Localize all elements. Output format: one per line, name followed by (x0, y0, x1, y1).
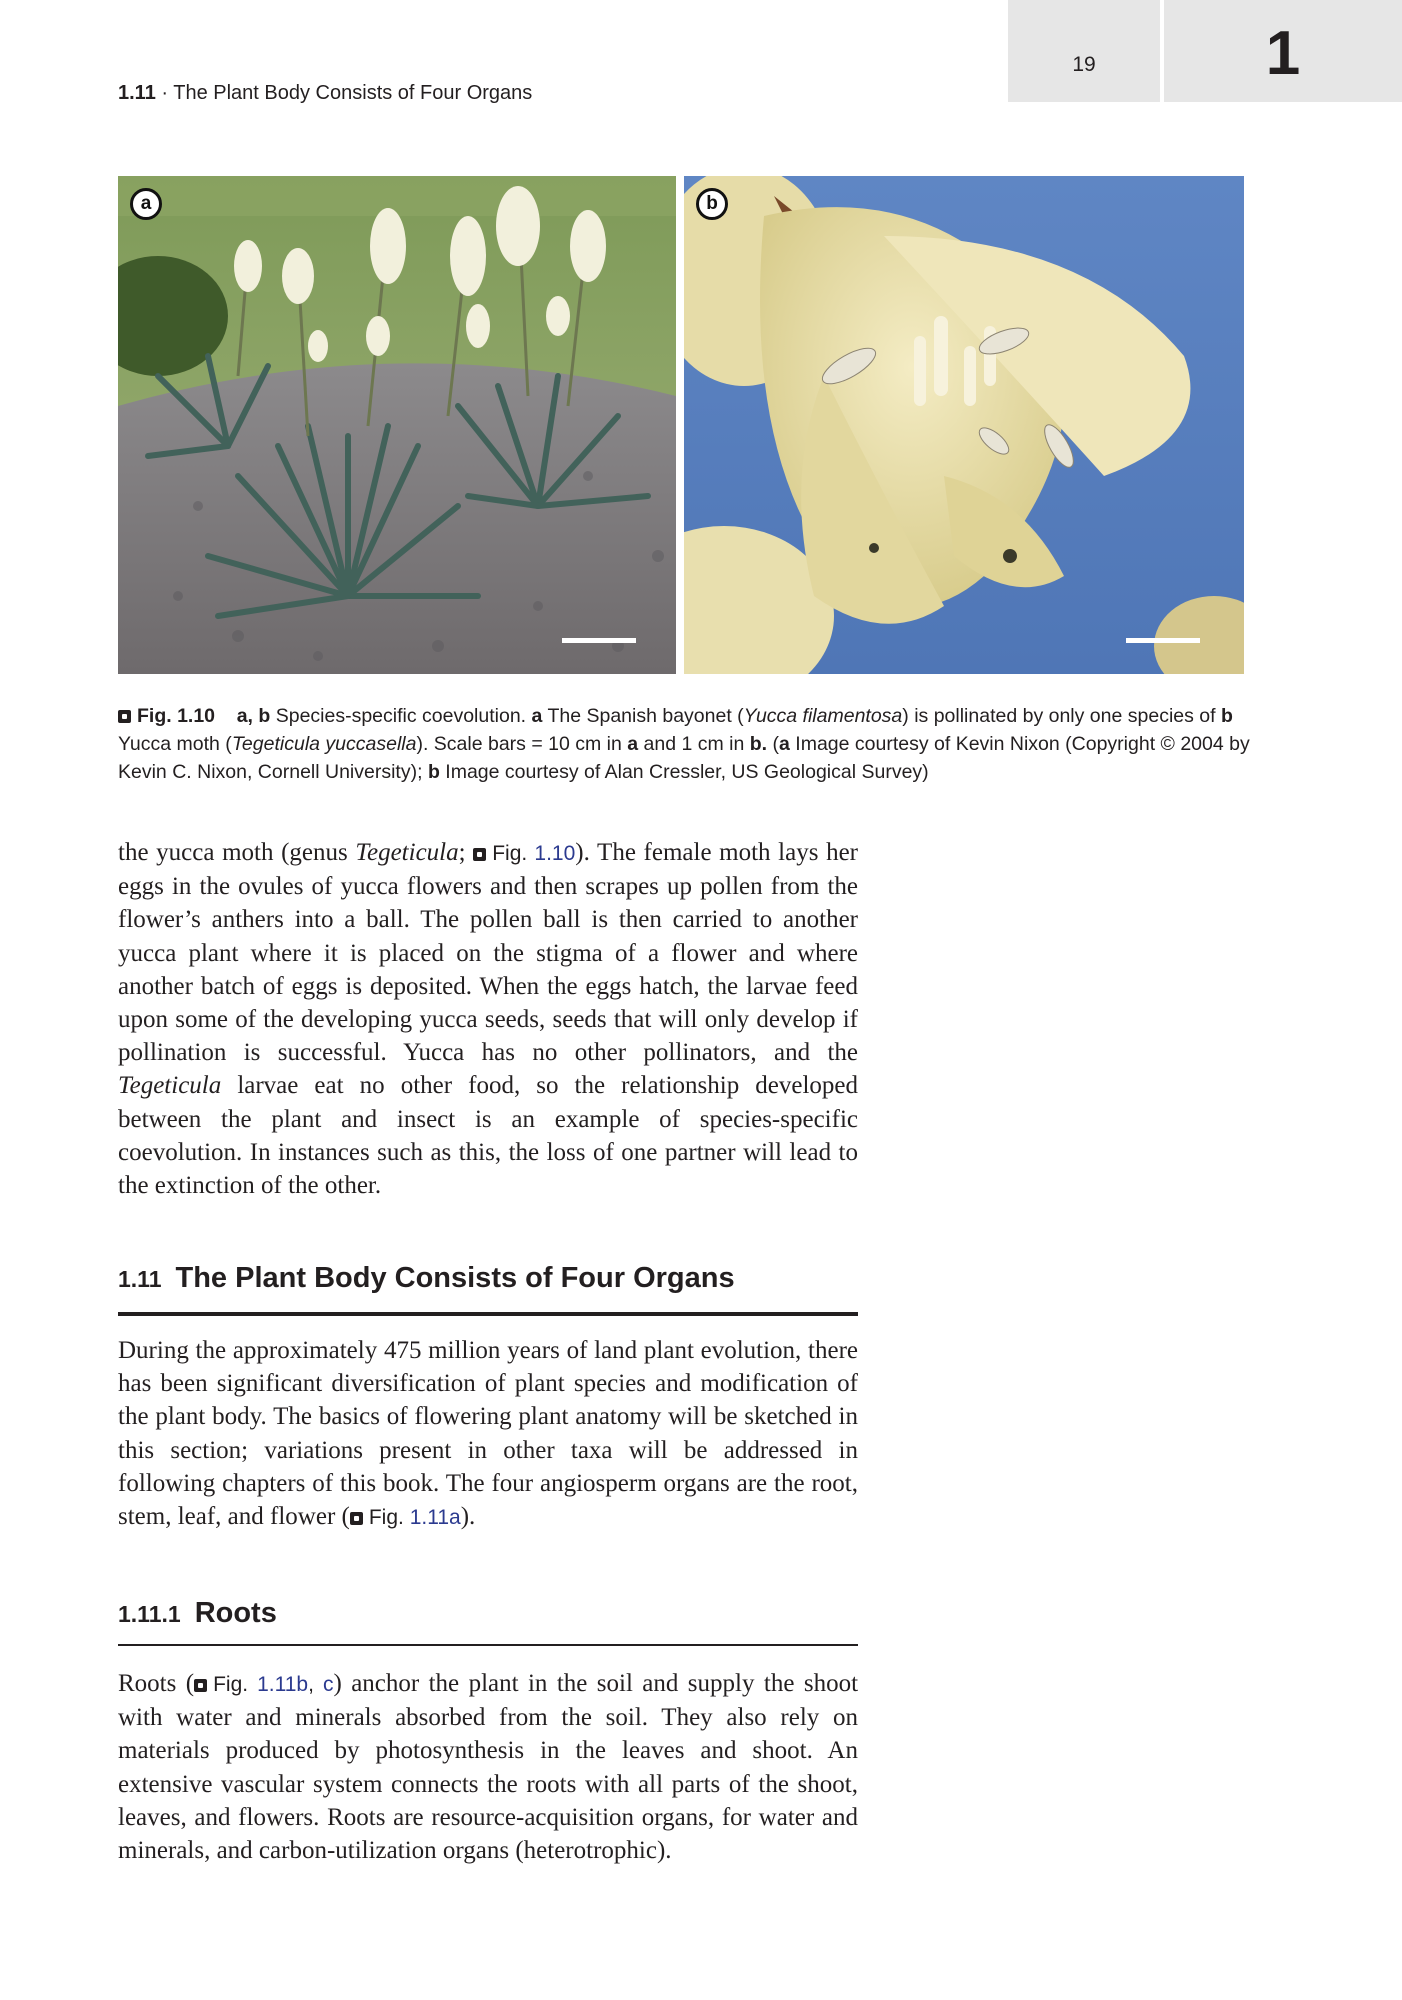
section-number: 1.11 (118, 1266, 162, 1292)
yucca-plant-photo (118, 176, 676, 674)
subsection-rule (118, 1644, 858, 1646)
caption-text-2: ) is pollinated by only one species of (902, 705, 1221, 727)
para1-text-2: ; (458, 839, 474, 866)
caption-a: a (531, 705, 543, 727)
section-rule (118, 1312, 858, 1316)
fig-prefix: Fig. (368, 1506, 410, 1530)
fig-separator: , (308, 1673, 323, 1696)
caption-text-8: Image courtesy of Alan Cressler, US Geological Survey) (439, 761, 929, 783)
genus-name: Tegeticula (355, 839, 459, 866)
caption-title: Species-specific coevolution. (275, 705, 527, 727)
subsection-heading-roots (118, 1597, 858, 1630)
running-head (118, 82, 532, 105)
figure-link-1-10[interactable]: 1.10 (534, 842, 576, 865)
genus-name: Tegeticula (118, 1072, 222, 1100)
caption-text-1: The Spanish bayonet ( (542, 705, 744, 727)
running-head-separator: · (155, 82, 174, 104)
figure-icon (473, 848, 486, 861)
running-head-number: 1.11 (118, 82, 156, 104)
yucca-moth-photo (684, 176, 1244, 674)
fig-prefix: Fig. (492, 842, 535, 865)
caption-b2: b. (749, 733, 768, 755)
para1-text-3: ). The female moth lays her eggs in the ovules of yucca flowers and then scrapes up pollen from the flower’s anthers into a ball. The pollen ball is then carried to another yucca plant where it is placed on the stigma of a flower and where another batch of eggs is deposited. When the eggs hatch, the larvae feed upon some of the developing yucca seeds, seeds that will only develop if pollination is successful. Yucca has no other pollinators, and the (118, 839, 858, 1067)
para3-text-2: ) anchor the plant in the soil and supply the shoot with water and minerals absorbed from the soil. They also rely on materials produced by photosynthesis in the leaves and shoot. An extensive vascular system connects the roots with all parts of the shoot, leaves, and flowers. Roots are resource-acquisition organs, for water and minerals, and carbon-utilization organs (heterotrophic). (118, 1670, 859, 1865)
caption-b: b (1220, 705, 1233, 727)
para1-text-1: the yucca moth (genus (118, 839, 356, 866)
para3-text-1: Roots ( (118, 1670, 195, 1697)
panel-a-label: a (130, 188, 162, 220)
caption-text-6: ( (767, 733, 780, 755)
caption-species-1: Yucca filamentosa (743, 705, 903, 727)
figure-caption (118, 702, 1258, 786)
page-number-tab (1008, 0, 1160, 102)
caption-species-2: Tegeticula yuccasella (231, 733, 417, 755)
figure-link-1-11b[interactable]: 1.11b (257, 1673, 309, 1696)
para1-text-4: larvae eat no other food, so the relationship developed between the plant and insect is an example of species-specific coevolution. In instances such as this, the loss of one partner will lead to the extinction of the other. (118, 1072, 858, 1200)
figure-link-1-11a[interactable]: 1.11a (409, 1506, 461, 1530)
para2-text-1: During the approximately 475 million years of land plant evolution, there has been significant diversification of plant species and modification of the plant body. The basics of flowering plant anatomy will be sketched in this section; variations present in other taxa will be addressed in following chapters of this book. The four angiosperm organs are the root, stem, leaf, and flower ( (118, 1337, 858, 1531)
figure-link-1-11c[interactable]: c (322, 1673, 334, 1696)
paragraph-yucca-moth (118, 836, 858, 1202)
caption-text-7: Image courtesy of Kevin Nixon (Copyright © 2004 by Kevin C. Nixon, Cornell University); (118, 733, 1250, 783)
caption-text-4: ). Scale bars = 10 cm in (416, 733, 628, 755)
figure-icon (350, 1512, 363, 1525)
scale-bar-a (562, 638, 636, 643)
caption-label: Fig. 1.10 (137, 705, 216, 727)
caption-lead: a, b (236, 705, 271, 727)
running-head-title: The Plant Body Consists of Four Organs (173, 82, 533, 104)
caption-text-3: Yucca moth ( (118, 733, 232, 755)
figure-icon (118, 710, 131, 723)
panel-b-label: b (696, 188, 728, 220)
para2-text-2: ). (460, 1503, 476, 1531)
caption-a2: a (627, 733, 639, 755)
chapter-number: 1 (1265, 19, 1301, 88)
scale-bar-b (1126, 638, 1200, 643)
caption-b3: b (427, 761, 440, 783)
figure-panel-b (684, 176, 1244, 674)
figure-icon (194, 1679, 207, 1692)
section-heading-1-11 (118, 1262, 858, 1295)
caption-text-5: and 1 cm in (638, 733, 750, 755)
paragraph-plant-body (118, 1334, 858, 1534)
caption-a3: a (779, 733, 790, 755)
fig-prefix: Fig. (213, 1673, 258, 1696)
subsection-title: Roots (194, 1597, 277, 1629)
subsection-number: 1.11.1 (118, 1601, 181, 1627)
section-title: The Plant Body Consists of Four Organs (175, 1262, 735, 1294)
paragraph-roots (118, 1667, 858, 1867)
page-number: 19 (1072, 53, 1096, 76)
figure-panel-a (118, 176, 676, 674)
